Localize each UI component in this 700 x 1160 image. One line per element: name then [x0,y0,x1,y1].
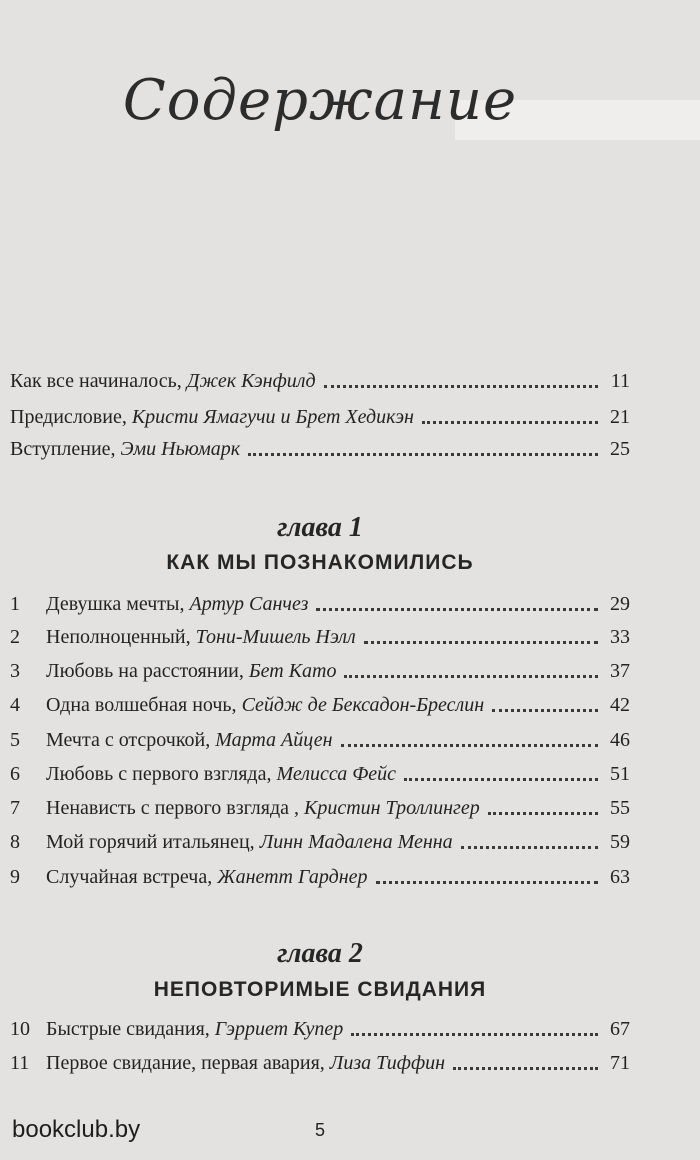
toc-entry[interactable] [10,656,630,684]
entry-title: Случайная встреча, [46,866,218,888]
dot-leader [492,709,598,712]
entry-page-number: 29 [610,593,630,615]
entry-number: 4 [10,694,20,716]
toc-entry[interactable] [10,759,630,787]
entry-title: Быстрые свидания, [46,1018,215,1040]
entry-title: Мой горячий итальянец, [46,831,260,853]
toc-entry[interactable] [10,690,630,718]
page-number: 5 [314,1120,325,1140]
toc-entry[interactable] [10,366,630,394]
entry-author: Линн Мадалена Менна [259,831,453,853]
entry-author: Кристин Троллингер [304,797,480,819]
toc-entry[interactable] [10,1014,630,1042]
entry-number: 7 [10,797,20,819]
entry-author: Мелисса Фейс [276,763,397,785]
toc-entry[interactable] [10,622,630,650]
entry-page-number: 21 [610,406,630,428]
dot-leader [461,846,598,849]
entry-number: 9 [10,866,20,888]
entry-page-number: 55 [610,797,630,819]
entry-title: Первое свидание, первая авария, [46,1052,330,1074]
toc-entry[interactable] [10,434,630,462]
entry-author: Жанетт Гарднер [217,866,368,888]
dot-leader [376,881,598,884]
entry-title: Ненависть с первого взгляда , [46,797,305,819]
entry-number: 5 [10,729,20,751]
toc-entry[interactable] [10,589,630,617]
dot-leader [316,608,598,611]
dot-leader [248,453,598,456]
toc-entry[interactable] [10,793,630,821]
entry-number: 3 [10,660,20,682]
entry-author: Лиза Тиффин [329,1052,446,1074]
chapter-heading: НЕПОВТОРИМЫЕ СВИДАНИЯ [153,978,487,1001]
dot-leader [364,641,598,644]
toc-entry[interactable] [10,862,630,890]
entry-title: Вступление, [10,438,121,460]
entry-title: Предисловие, [10,406,132,428]
entry-title: Девушка мечты, [46,593,190,615]
page-title: Содержание [122,68,518,133]
entry-page-number: 33 [610,626,630,648]
chapter-label: глава 2 [277,938,363,969]
entry-title: Мечта с отсрочкой, [46,729,216,751]
entry-author: Гэрриет Купер [214,1018,344,1040]
entry-author: Тони-Мишель Нэлл [195,626,356,648]
entry-title: Любовь на расстоянии, [46,660,249,682]
toc-entry[interactable] [10,827,630,855]
dot-leader [324,385,598,388]
dot-leader [422,421,598,424]
entry-author: Марта Айцен [215,729,333,751]
entry-author: Артур Санчез [189,593,309,615]
entry-page-number: 46 [610,729,630,751]
entry-number: 11 [10,1052,30,1074]
entry-page-number: 63 [610,866,630,888]
entry-author: Кристи Ямагучи и Брет Хедикэн [131,406,414,428]
dot-leader [488,812,598,815]
entry-page-number: 59 [610,831,630,853]
entry-page-number: 67 [610,1018,630,1040]
chapter-label: глава 1 [277,512,363,543]
entry-title: Как все начиналось, [10,370,187,392]
entry-page-number: 37 [610,660,630,682]
entry-number: 2 [10,626,20,648]
entry-number: 6 [10,763,20,785]
entry-number: 1 [10,593,20,615]
entry-page-number: 42 [610,694,630,716]
entry-page-number: 11 [610,370,630,392]
entry-author: Джек Кэнфилд [186,370,316,392]
entry-author: Бет Като [248,660,337,682]
dot-leader [344,675,598,678]
entry-number: 10 [10,1018,30,1040]
entry-title: Неполноценный, [46,626,196,648]
toc-entry[interactable] [10,725,630,753]
entry-number: 8 [10,831,20,853]
entry-title: Любовь с первого взгляда, [46,763,277,785]
entry-author: Эми Ньюмарк [120,438,241,460]
entry-title: Одна волшебная ночь, [46,694,242,716]
toc-entry[interactable] [10,1048,630,1076]
dot-leader [341,744,598,747]
entry-page-number: 51 [610,763,630,785]
dot-leader [404,778,598,781]
chapter-heading: КАК МЫ ПОЗНАКОМИЛИСЬ [166,551,474,574]
entry-page-number: 71 [610,1052,630,1074]
dot-leader [453,1067,598,1070]
dot-leader [351,1033,598,1036]
entry-page-number: 25 [610,438,630,460]
toc-entry[interactable] [10,402,630,430]
watermark: bookclub.by [12,1116,141,1143]
entry-author: Сейдж де Бексадон-Бреслин [241,694,485,716]
